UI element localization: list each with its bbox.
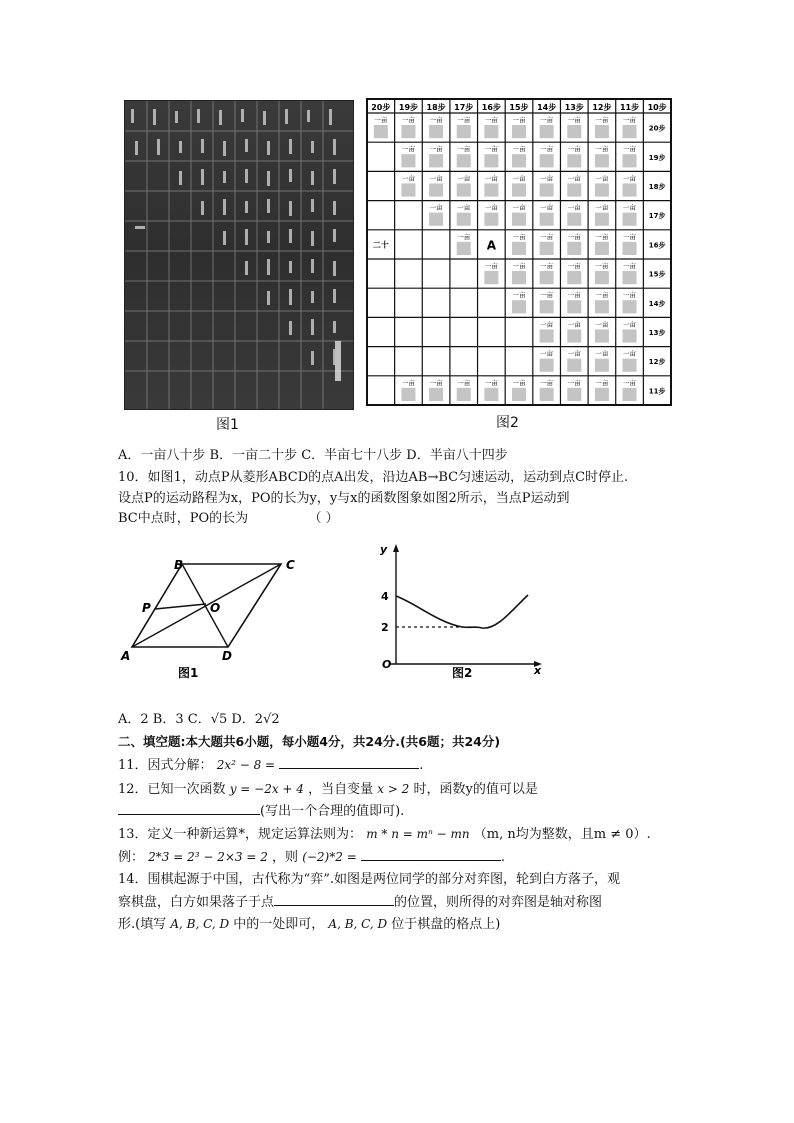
q10-line1: 10．如图1，动点P从菱形ABCD的点A出发，沿边AB→BC匀速运动，运动到点C时停止. (118, 470, 629, 485)
grid-cell-text: 一亩 (512, 174, 526, 183)
q12-line2 (118, 802, 404, 820)
grid-cell-glyphs (540, 213, 554, 226)
q11-prefix: 11．因式分解： (118, 758, 213, 773)
grid-cell-glyphs (567, 213, 581, 226)
grid-cell-text: 一亩 (512, 232, 526, 241)
grid-row-label: 20步 (648, 124, 666, 133)
q10-line3 (118, 511, 339, 527)
grid-cell-glyphs (512, 388, 526, 401)
q9-options: A．一亩八十步 B．一亩二十步 C．半亩七十八步 D．半亩八十四步 (118, 448, 508, 463)
grid-cell-glyphs (429, 388, 443, 401)
grid-cell-text: 一亩 (401, 174, 415, 183)
grid-cell-text: 一亩 (623, 349, 637, 358)
grid-cell-text: 一亩 (595, 116, 609, 124)
grid-cell-text: 一亩 (457, 378, 471, 387)
grid-cell-text: 一亩 (623, 203, 637, 212)
graph-origin: O (382, 658, 392, 671)
grid-cell-text: 一亩 (595, 349, 609, 358)
grid-cell-glyphs (457, 388, 471, 401)
grid-cell-glyphs (429, 154, 443, 167)
grid-cell-text: 一亩 (484, 116, 498, 124)
grid-cell-glyphs (623, 125, 637, 138)
figure1-caption: 图1 (216, 417, 239, 433)
grid-cell-glyphs (595, 183, 609, 196)
grid-cell-text: 一亩 (540, 203, 554, 212)
grid-cell-text: 一亩 (567, 174, 581, 183)
grid-cell-text: 一亩 (567, 116, 581, 124)
grid-cell-text: 一亩 (429, 378, 443, 387)
grid-cell-glyphs (374, 125, 388, 138)
q12-prefix: 12．已知一次函数 (118, 782, 226, 797)
rhombus-caption: 图1 (178, 666, 199, 680)
grid-cell-glyphs (567, 300, 581, 313)
grid-cell-glyphs (567, 125, 581, 138)
q12-answer-blank[interactable] (118, 802, 260, 815)
grid-cell-text: 一亩 (374, 116, 388, 124)
grid-row-label: 13步 (648, 329, 666, 337)
graph-tick-4: 4 (381, 590, 389, 603)
graph-caption: 图2 (452, 666, 473, 680)
grid-cell-glyphs (595, 213, 609, 226)
grid-cell-glyphs (623, 154, 637, 167)
grid-cell-text: 一亩 (540, 378, 554, 387)
grid-cell-glyphs (484, 154, 498, 167)
grid-cell-glyphs (540, 329, 554, 342)
grid-cell-glyphs (401, 388, 415, 401)
grid-cell-text: 一亩 (457, 145, 471, 154)
grid-cell-glyphs (623, 271, 637, 284)
grid-cell-glyphs (512, 183, 526, 196)
grid-cell-glyphs (623, 329, 637, 342)
q10-line2: 设点P的运动路程为x，PO的长为y，y与x的函数图象如图2所示，当点P运动到 (118, 491, 570, 506)
grid-cell-text: 一亩 (567, 291, 581, 300)
grid-header-cell: 19步 (398, 103, 419, 112)
grid-cell-glyphs (595, 154, 609, 167)
grid-cell-glyphs (595, 242, 609, 255)
q13-rule: m * n = mⁿ − mn (366, 827, 470, 841)
grid-cell-glyphs (623, 242, 637, 255)
grid-cell-glyphs (401, 125, 415, 138)
rhombus-figure (118, 552, 308, 682)
grid-cell-glyphs (595, 125, 609, 138)
grid-cell-text: 一亩 (484, 145, 498, 154)
q13-intro: 13．定义一种新运算*，规定运算法则为： (118, 827, 363, 842)
grid-cell-glyphs (567, 154, 581, 167)
label-D: D (222, 649, 232, 663)
q13-line2: 例： 2*3 = 2³ − 2×3 = 2 ，则 (−2)*2 = . (118, 850, 506, 865)
step-grid-table (366, 98, 672, 406)
grid-cell-text: 一亩 (595, 378, 609, 387)
grid-cell-text: 一亩 (429, 174, 443, 183)
q12-function: y = −2x + 4 (229, 782, 304, 796)
grid-cell-text: 一亩 (401, 116, 415, 124)
grid-cell-text: 一亩 (595, 262, 609, 270)
grid-cell-text: 一亩 (595, 291, 609, 300)
grid-cell-glyphs (623, 213, 637, 226)
grid-cell-glyphs (512, 271, 526, 284)
grid-cell-text: 一亩 (401, 145, 415, 154)
grid-cell-text: 一亩 (540, 174, 554, 183)
grid-cell-glyphs (540, 154, 554, 167)
grid-cell-glyphs (512, 154, 526, 167)
grid-cell-text: 一亩 (401, 378, 415, 387)
grid-cell-glyphs (457, 125, 471, 138)
figure2-caption: 图2 (496, 415, 519, 431)
grid-cell-glyphs (567, 388, 581, 401)
grid-row-label: 14步 (648, 299, 666, 308)
q14-line3 (118, 916, 500, 933)
grid-cell-text: 一亩 (540, 320, 554, 329)
grid-cell-glyphs (429, 213, 443, 226)
grid-header-cell: 18步 (426, 103, 446, 112)
grid-cell-glyphs (540, 300, 554, 313)
label-B: B (174, 558, 184, 572)
grid-cell-glyphs (401, 154, 415, 167)
grid-cell-text: 一亩 (623, 174, 637, 183)
q13-line1 (118, 826, 651, 843)
q10-answer-paren: （ ） (308, 511, 339, 526)
grid-cell-glyphs (567, 183, 581, 196)
q14-line3-b: 中的一处即可， (233, 917, 325, 932)
q14-line3-a: 形.(填写 (118, 917, 167, 932)
grid-cell-glyphs (567, 271, 581, 284)
grid-header-cell: 13步 (564, 103, 584, 112)
grid-cell-glyphs (540, 359, 554, 372)
grid-cell-glyphs (595, 300, 609, 313)
grid-cell-text: 一亩 (512, 378, 526, 387)
grid-cell-text: 一亩 (512, 116, 526, 124)
grid-cell-text: 一亩 (484, 378, 498, 387)
q12-condition: x > 2 (377, 782, 410, 796)
grid-cell-glyphs (512, 300, 526, 313)
grid-cell-glyphs (457, 242, 471, 255)
grid-cell-text: 一亩 (540, 291, 554, 300)
grid-cell-glyphs (429, 183, 443, 196)
grid-header-cell: 16步 (481, 103, 501, 112)
q13-condition: （m, n均为整数，且m ≠ 0）. (473, 827, 651, 842)
q11-expr: 2x² − 8 = (216, 758, 276, 772)
grid-cell-text: 一亩 (567, 320, 581, 329)
grid-cell-text: 一亩 (484, 174, 498, 183)
grid-cell-glyphs (567, 329, 581, 342)
q14-line2 (118, 893, 602, 911)
grid-marker-A: A (486, 238, 497, 253)
grid-cell-glyphs (512, 242, 526, 255)
grid-cell-glyphs (484, 213, 498, 226)
q13-example: 2*3 = 2³ − 2×3 = 2 (148, 850, 268, 864)
grid-cell-text: 一亩 (429, 145, 443, 154)
grid-cell-text: 一亩 (512, 145, 526, 154)
grid-cell-text: 一亩 (595, 232, 609, 241)
grid-header-cell: 10步 (647, 103, 667, 112)
grid-cell-glyphs (484, 388, 498, 401)
grid-cell-text: 一亩 (595, 320, 609, 329)
grid-row-label: 16步 (648, 241, 666, 250)
grid-cell-glyphs (623, 359, 637, 372)
graph-tick-2: 2 (381, 621, 389, 634)
grid-cell-glyphs (457, 183, 471, 196)
grid-cell-glyphs (623, 388, 637, 401)
grid-cell-glyphs (401, 183, 415, 196)
q13-answer-blank[interactable] (361, 848, 501, 861)
grid-cell-text: 一亩 (623, 232, 637, 241)
grid-cell-glyphs (595, 359, 609, 372)
function-graph (372, 540, 547, 680)
grid-cell-text: 一亩 (457, 232, 471, 241)
grid-cell-glyphs (484, 125, 498, 138)
grid-cell-glyphs (567, 359, 581, 372)
grid-cell-text: 一亩 (595, 174, 609, 183)
section2-heading: 二、填空题:本大题共6小题，每小题4分，共24分.(共6题；共24分) (118, 734, 501, 749)
grid-cell-text: 一亩 (540, 116, 554, 124)
q14-points-1: A, B, C, D (170, 917, 230, 931)
grid-cell-glyphs (595, 329, 609, 342)
label-P: P (142, 601, 151, 615)
grid-header-cell: 12步 (592, 103, 612, 112)
grid-header-cell: 14步 (537, 103, 557, 112)
grid-cell-text: 一亩 (623, 378, 637, 387)
grid-cell-glyphs (623, 300, 637, 313)
grid-cell-text: 一亩 (429, 203, 443, 212)
grid-header-cell: 15步 (509, 103, 529, 112)
grid-cell-text: 一亩 (595, 203, 609, 212)
grid-cell-text: 一亩 (567, 203, 581, 212)
grid-left-label: 二十 (372, 240, 389, 250)
q10-options: A．2 B．3 C．√5 D．2√2 (118, 712, 280, 727)
grid-cell-glyphs (567, 242, 581, 255)
grid-row-label: 11步 (648, 387, 666, 396)
grid-cell-text: 一亩 (567, 378, 581, 387)
grid-cell-text: 一亩 (623, 320, 637, 329)
manuscript-photo (124, 100, 354, 410)
grid-row-label: 18步 (648, 183, 666, 191)
graph-x-label: x (534, 664, 542, 677)
grid-row-label: 19步 (648, 153, 666, 162)
grid-cell-glyphs (540, 271, 554, 284)
grid-cell-text: 一亩 (567, 232, 581, 241)
grid-cell-text: 一亩 (457, 203, 471, 212)
q14-line2-a: 察棋盘，白方如果落子于点 (118, 895, 275, 910)
grid-cell-text: 一亩 (623, 145, 637, 154)
grid-cell-text: 一亩 (457, 116, 471, 124)
grid-cell-text: 一亩 (512, 262, 526, 270)
grid-cell-text: 一亩 (567, 145, 581, 154)
grid-header-cell: 11步 (619, 103, 640, 112)
grid-cell-text: 一亩 (484, 262, 498, 270)
grid-cell-text: 一亩 (595, 145, 609, 154)
q13-then: ，则 (272, 850, 299, 865)
grid-row-label: 15步 (648, 270, 666, 279)
grid-cell-text: 一亩 (540, 349, 554, 358)
grid-cell-text: 一亩 (567, 262, 581, 270)
grid-header-cell: 20步 (371, 103, 391, 112)
grid-cell-glyphs (484, 271, 498, 284)
grid-cell-glyphs (595, 271, 609, 284)
q12-suffix: 时，函数y的值可以是 (413, 782, 538, 797)
grid-cell-glyphs (484, 183, 498, 196)
grid-cell-text: 一亩 (623, 116, 637, 124)
grid-cell-text: 一亩 (429, 116, 443, 124)
grid-cell-text: 一亩 (484, 203, 498, 212)
grid-cell-text: 一亩 (567, 349, 581, 358)
grid-cell-text: 一亩 (540, 232, 554, 241)
q12-note: (写出一个合理的值即可). (260, 804, 405, 819)
q10-line3-text: BC中点时，PO的长为 (118, 511, 249, 526)
grid-cell-text: 一亩 (540, 262, 554, 270)
grid-cell-glyphs (540, 125, 554, 138)
grid-cell-text: 一亩 (623, 291, 637, 300)
q12-mid: ，当自变量 (308, 782, 374, 797)
q14-answer-blank[interactable] (274, 893, 394, 906)
grid-header-cell: 17步 (454, 103, 474, 112)
grid-cell-text: 一亩 (512, 291, 526, 300)
q14-points-2: A, B, C, D (328, 917, 388, 931)
grid-cell-text: 一亩 (457, 174, 471, 183)
grid-cell-text: 一亩 (512, 203, 526, 212)
grid-cell-glyphs (540, 242, 554, 255)
q13-example-label: 例： (118, 850, 145, 865)
grid-cell-glyphs (512, 125, 526, 138)
q13-question: (−2)*2 = (302, 850, 357, 864)
grid-row-label: 17步 (648, 212, 666, 221)
q11-answer-blank[interactable] (279, 756, 419, 769)
grid-cell-glyphs (540, 388, 554, 401)
grid-row-label: 12步 (648, 358, 666, 367)
q11: 11．因式分解： 2x² − 8 = . (118, 758, 424, 773)
label-O: O (210, 601, 221, 615)
grid-cell-glyphs (512, 213, 526, 226)
grid-cell-glyphs (595, 388, 609, 401)
label-C: C (286, 558, 295, 572)
q14-line1: 14．围棋起源于中国，古代称为“弈”.如图是两位同学的部分对弈图，轮到白方落子，观 (118, 872, 620, 887)
grid-cell-text: 一亩 (623, 262, 637, 270)
grid-cell-glyphs (429, 125, 443, 138)
grid-cell-glyphs (540, 183, 554, 196)
grid-cell-glyphs (623, 183, 637, 196)
grid-cell-glyphs (457, 213, 471, 226)
q14-line2-b: 的位置，则所得的对弈图是轴对称图 (394, 895, 603, 910)
grid-cell-glyphs (457, 154, 471, 167)
q14-line3-c: 位于棋盘的格点上) (391, 917, 501, 932)
q12-line1 (118, 781, 538, 798)
grid-cell-text: 一亩 (540, 145, 554, 154)
label-A: A (121, 649, 131, 663)
graph-y-label: y (380, 543, 388, 556)
